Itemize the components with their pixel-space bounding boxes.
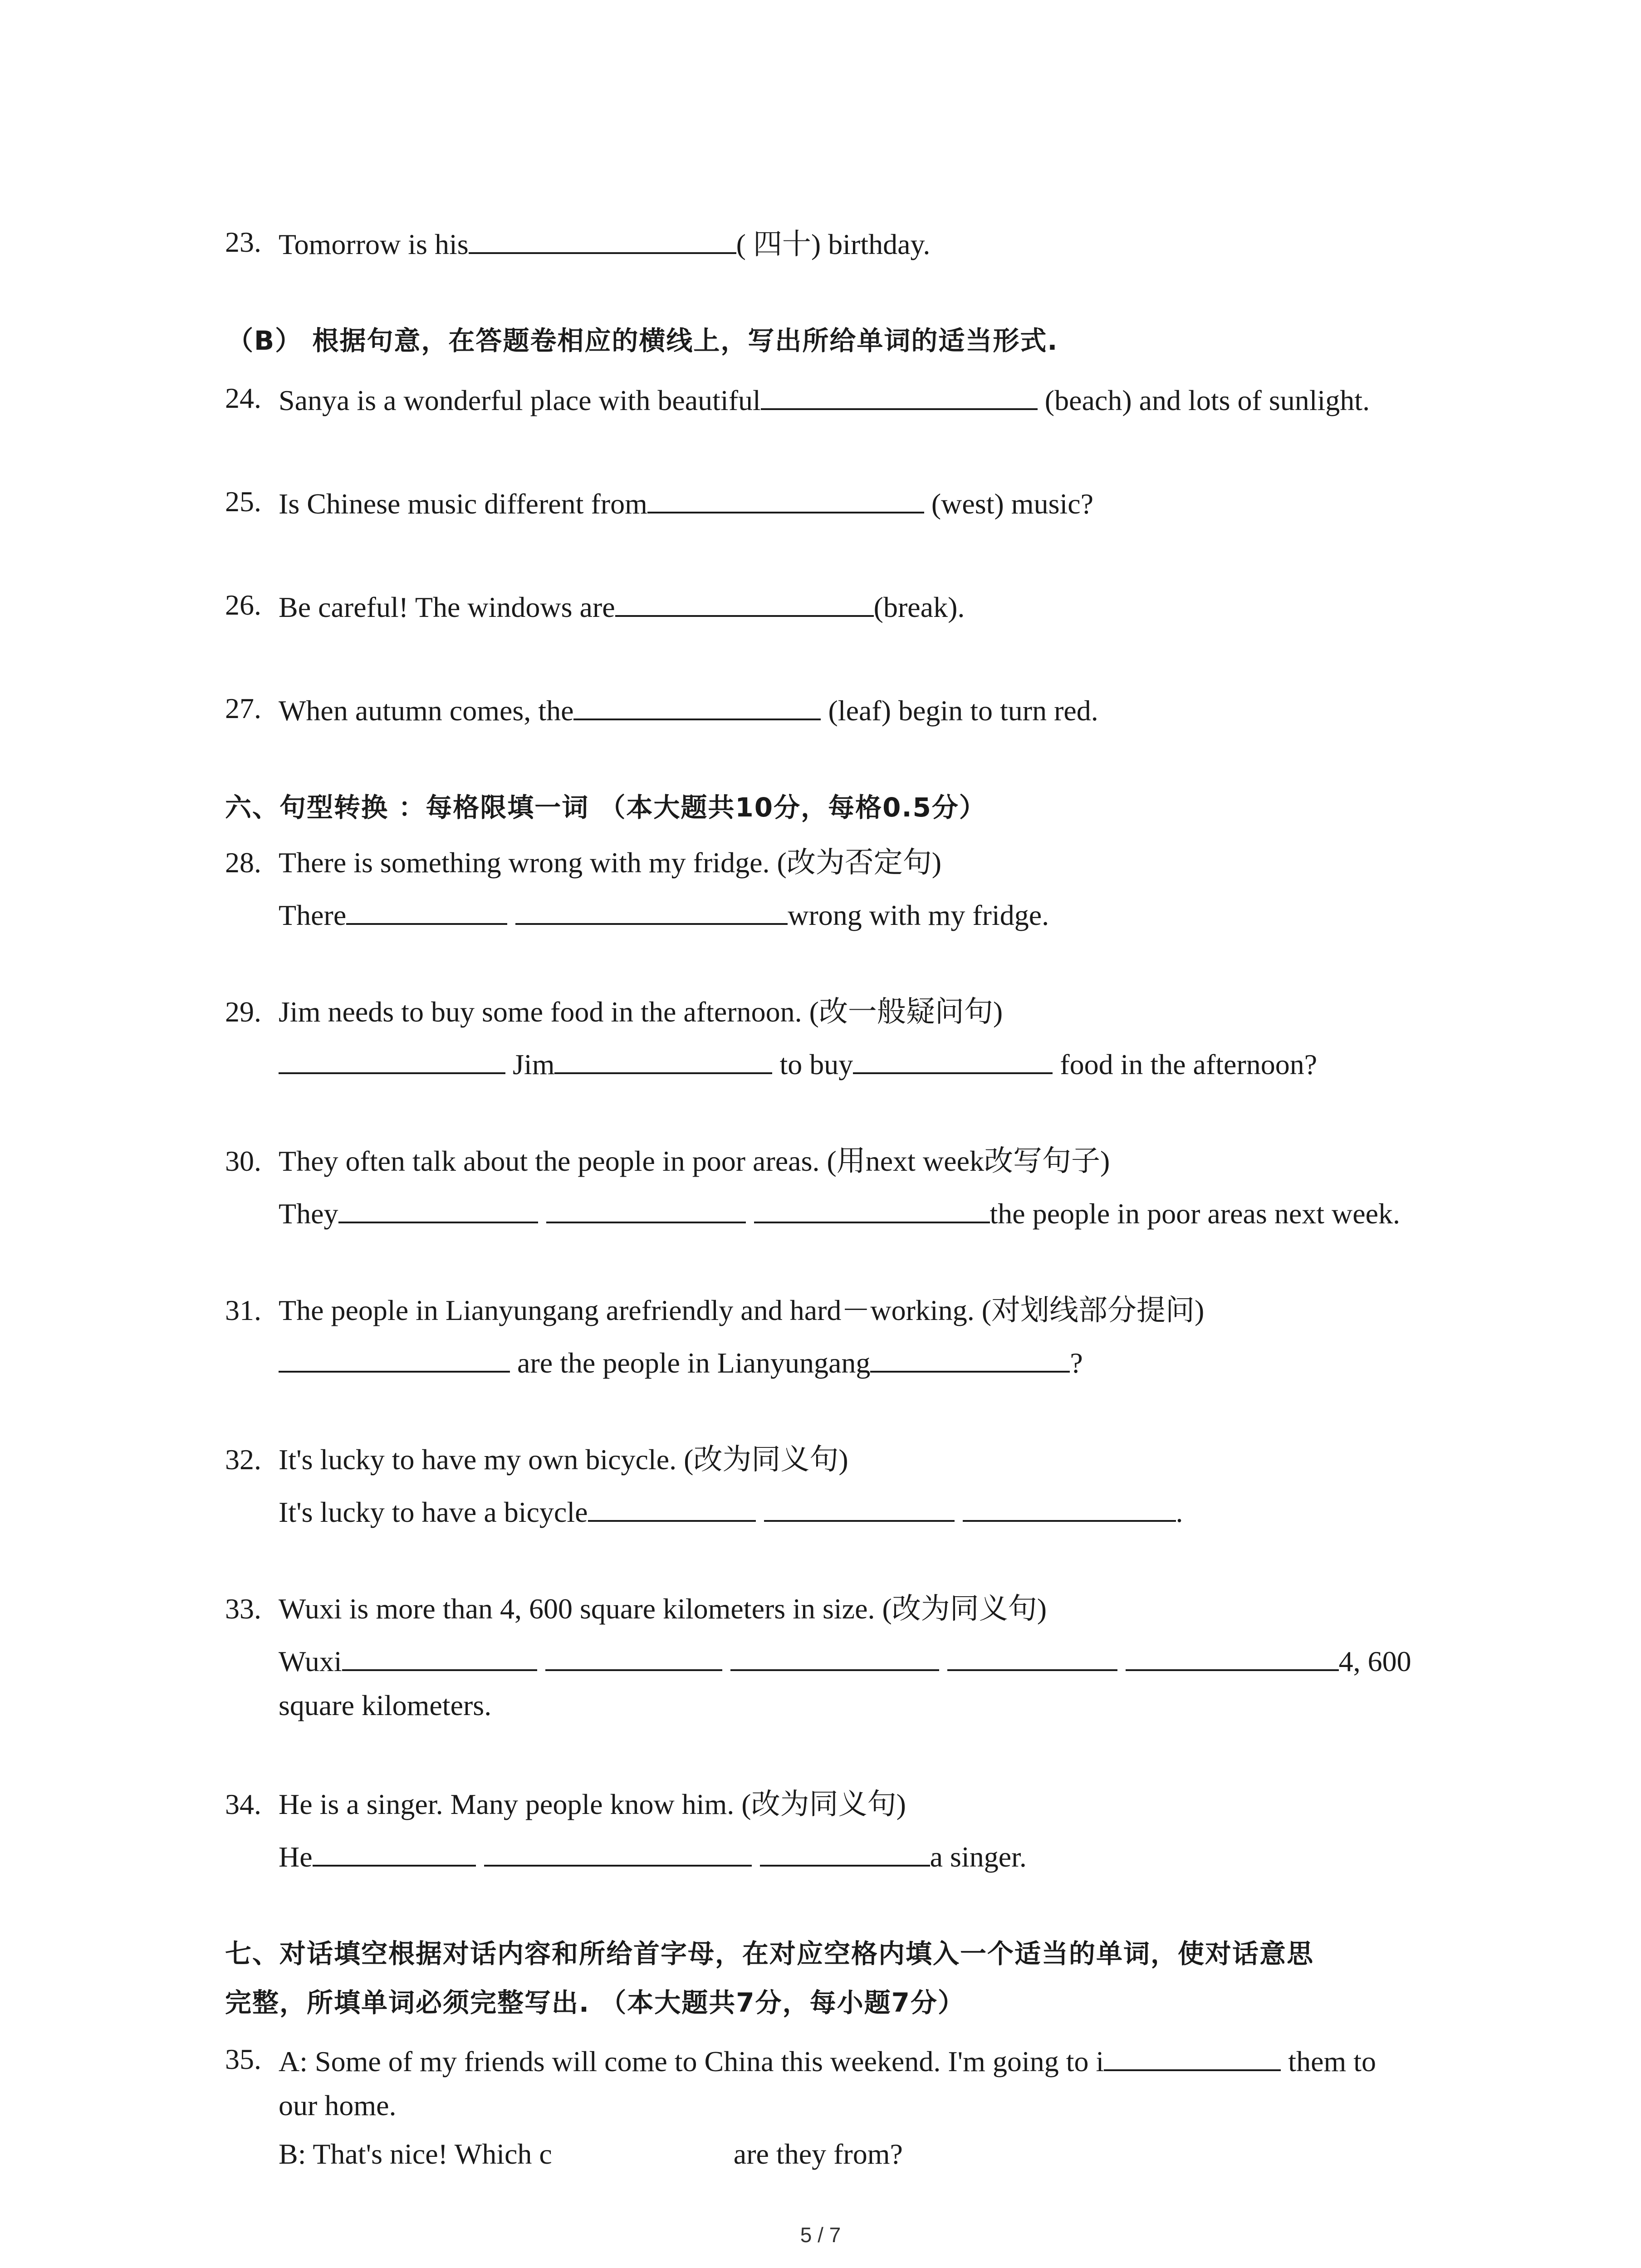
question-31-answer: are the people in Lianyungang ?: [279, 1343, 1083, 1381]
answer-blank[interactable]: [573, 690, 821, 720]
question-34-answer: He a singer.: [279, 1837, 1027, 1875]
question-number: 23.: [225, 226, 261, 258]
question-31-prompt: The people in Lianyungang arefriendly and hard－working. (对划线部分提问): [279, 1294, 1205, 1326]
question-number: 25.: [225, 485, 261, 518]
answer-blank[interactable]: [469, 224, 736, 254]
question-number: 29.: [225, 996, 261, 1028]
question-25: Is Chinese music different from (west) music?: [279, 484, 1093, 522]
answer-blank[interactable]: [730, 1641, 939, 1671]
question-33-prompt: Wuxi is more than 4, 600 square kilometers in size. (改为同义句): [279, 1593, 1047, 1625]
answer-blank[interactable]: [615, 587, 874, 617]
question-35-line-a-continued: our home.: [279, 2089, 397, 2121]
question-29-answer: Jim to buy food in the afternoon?: [279, 1044, 1317, 1083]
answer-blank[interactable]: [947, 1641, 1117, 1671]
question-number: 32.: [225, 1443, 261, 1476]
section-6-heading: 六、句型转换 ：每格限填一词 （本大题共10分，每格0.5分）: [225, 792, 986, 823]
question-number: 30.: [225, 1145, 261, 1177]
question-29-prompt: Jim needs to buy some food in the afternoon. (改一般疑问句): [279, 996, 1003, 1028]
answer-blank[interactable]: [554, 1044, 772, 1074]
question-number: 35.: [225, 2043, 261, 2075]
answer-blank[interactable]: [760, 1837, 930, 1867]
section-7-heading: 七、对话填空根据对话内容和所给首字母，在对应空格内填入一个适当的单词，使对话意思: [225, 1938, 1314, 1969]
answer-blank[interactable]: [761, 380, 1038, 410]
answer-blank[interactable]: [484, 1837, 752, 1867]
answer-blank[interactable]: [853, 1044, 1053, 1074]
answer-blank[interactable]: [346, 895, 507, 925]
question-26: Be careful! The windows are (break).: [279, 587, 965, 626]
section-b-heading: （B） 根据句意，在答题卷相应的横线上，写出所给单词的适当形式.: [227, 325, 1058, 356]
answer-blank[interactable]: [279, 1343, 510, 1373]
question-number: 34.: [225, 1788, 261, 1820]
question-30-prompt: They often talk about the people in poor areas. (用next week改写句子): [279, 1145, 1110, 1177]
page-number: 5 / 7: [800, 2223, 841, 2247]
question-24: Sanya is a wonderful place with beautiful (beach) and lots of sunlight.: [279, 380, 1370, 419]
answer-blank[interactable]: [870, 1343, 1070, 1373]
question-number: 26.: [225, 589, 261, 621]
question-27: When autumn comes, the (leaf) begin to turn red.: [279, 690, 1098, 729]
answer-blank[interactable]: [754, 1193, 990, 1223]
answer-blank[interactable]: [963, 1492, 1176, 1522]
question-30-answer: They the people in poor areas next week.: [279, 1193, 1400, 1232]
question-32-prompt: It's lucky to have my own bicycle. (改为同义句): [279, 1443, 848, 1476]
answer-blank[interactable]: [545, 1641, 722, 1671]
question-23: Tomorrow is his ( 四十) birthday.: [279, 224, 930, 263]
question-33-answer-continued: square kilometers.: [279, 1689, 492, 1721]
answer-blank[interactable]: [1104, 2041, 1281, 2071]
section-7-heading-continued: 完整，所填单词必须完整写出. （本大题共7分，每小题7分）: [225, 1987, 965, 2018]
answer-blank[interactable]: [338, 1193, 538, 1223]
answer-blank[interactable]: [515, 895, 788, 925]
answer-blank[interactable]: [1126, 1641, 1339, 1671]
answer-blank[interactable]: [546, 1193, 746, 1223]
question-33-answer: Wuxi 4, 600: [279, 1641, 1411, 1680]
question-34-prompt: He is a singer. Many people know him. (改为同义句): [279, 1788, 906, 1820]
answer-blank[interactable]: [313, 1837, 476, 1867]
question-number: 24.: [225, 382, 261, 414]
answer-blank[interactable]: [279, 1044, 505, 1074]
question-32-answer: It's lucky to have a bicycle .: [279, 1492, 1183, 1530]
question-35-line-a: A: Some of my friends will come to China this weekend. I'm going to i them to: [279, 2041, 1376, 2080]
question-35-line-b: B: That's nice! Which c are they from?: [279, 2138, 903, 2170]
question-28-answer: There wrong with my fridge.: [279, 895, 1049, 934]
question-number: 27.: [225, 692, 261, 724]
answer-blank[interactable]: [647, 484, 924, 513]
question-28-prompt: There is something wrong with my fridge. (改为否定句): [279, 846, 942, 879]
answer-blank[interactable]: [588, 1492, 756, 1522]
question-number: 33.: [225, 1593, 261, 1625]
question-number: 31.: [225, 1294, 261, 1326]
answer-blank[interactable]: [764, 1492, 955, 1522]
answer-blank[interactable]: [342, 1641, 537, 1671]
question-number: 28.: [225, 846, 261, 879]
